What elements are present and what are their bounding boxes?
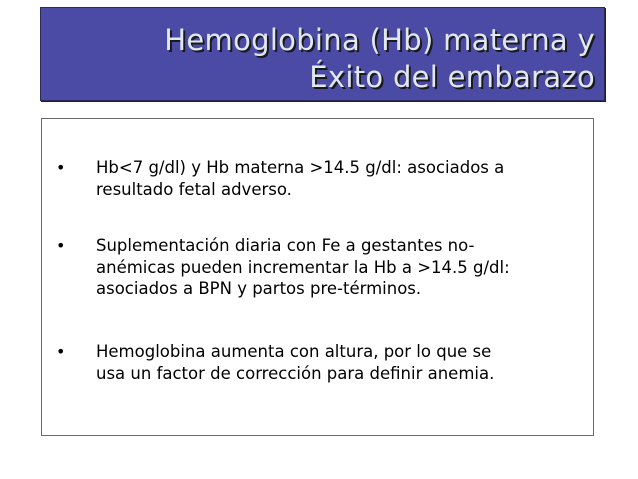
- bullet-text: Suplementación diaria con Fe a gestantes no- anémicas pueden incrementar la Hb a >14.5 g/dl: asociados a BPN y partos pre-términos.: [96, 236, 510, 298]
- bullet-dot-icon: •: [56, 342, 66, 361]
- bullet-item: [56, 235, 586, 300]
- slide-title-line-1: Hemoglobina (Hb) materna y: [164, 23, 595, 57]
- slide-content-box: [41, 118, 594, 436]
- bullet-dot-icon: •: [56, 236, 66, 255]
- slide-title-line-2: Éxito del embarazo: [309, 60, 595, 94]
- bullet-dot-icon: •: [56, 158, 66, 177]
- bullet-item: [56, 157, 586, 200]
- bullet-text: Hemoglobina aumenta con altura, por lo que se usa un factor de corrección para definir anemia.: [96, 342, 495, 383]
- bullet-text: Hb<7 g/dl) y Hb materna >14.5 g/dl: asociados a resultado fetal adverso.: [96, 158, 505, 199]
- slide-title-box: [40, 7, 605, 101]
- bullet-item: [56, 341, 586, 384]
